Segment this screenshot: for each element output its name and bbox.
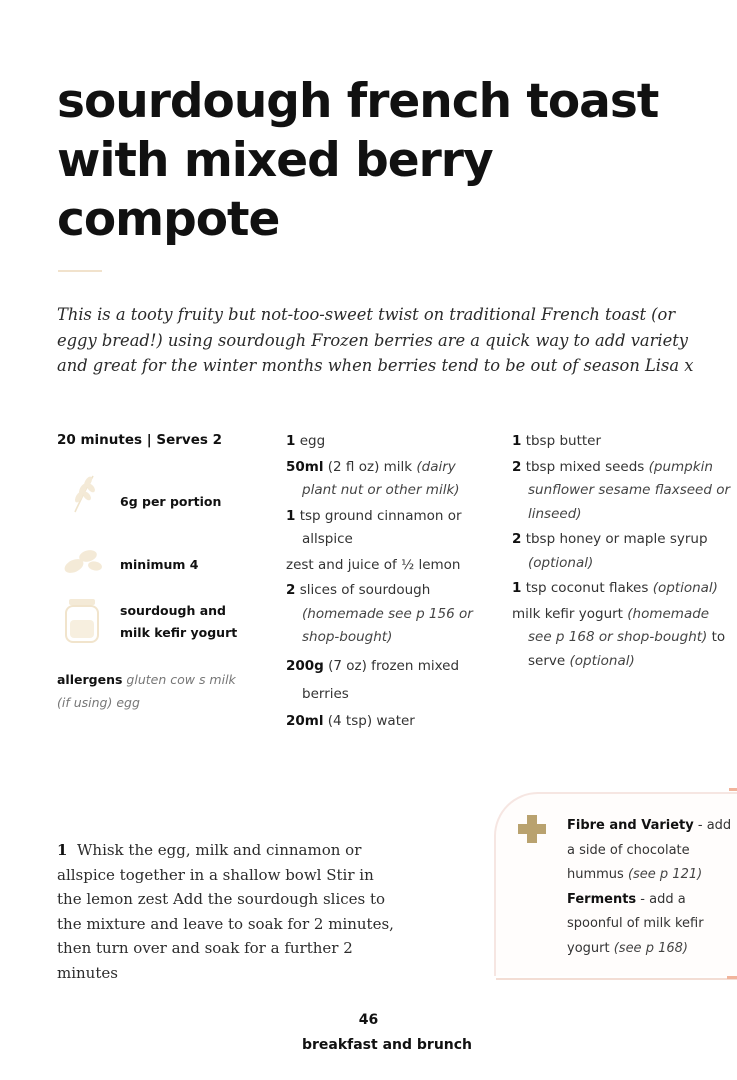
ingredient-item: 2 tbsp honey or maple syrup (optional) — [512, 531, 708, 571]
plants-row — [57, 538, 257, 588]
ingredients-column-2 — [512, 430, 737, 675]
time-and-servings: 20 minutes | Serves 2 — [57, 432, 222, 448]
tip-text: Fibre and Variety - add a side of chocolate hummus (see p 121) Ferments - add a spoonful of milk kefir yogurt (see p 168) — [567, 818, 732, 956]
plant-count: minimum 4 — [120, 557, 199, 572]
tip-fibre-label: Fibre and Variety — [567, 818, 694, 833]
ingredients-column-1 — [286, 430, 486, 735]
recipe-info — [57, 432, 257, 710]
allergens — [57, 668, 247, 714]
fibre-per-portion: 6g per portion — [120, 494, 222, 509]
ingredient-item: 1 tsp ground cinnamon or allspice — [286, 507, 462, 547]
section-title: breakfast and brunch — [301, 1037, 473, 1053]
tip-ferments-label: Ferments — [567, 891, 637, 907]
ingredient-item: milk kefir yogurt (homemade see p 168 or shop-bought) to serve (optional) — [512, 605, 726, 669]
tip-accent — [729, 788, 737, 791]
title-divider — [58, 270, 102, 272]
allergens-list: gluten cow s milk (if using) egg — [57, 672, 236, 710]
ingredient-item: 50ml (2 fl oz) milk (dairy plant nut or other milk) — [286, 458, 460, 498]
ingredient-item: 1 tsp coconut flakes (optional) — [512, 580, 718, 596]
ingredient-item: 20ml (4 tsp) water — [286, 712, 415, 729]
ferments-row — [57, 592, 257, 650]
ingredient-item: 2 tbsp mixed seeds (pumpkin sunflower sesame flaxseed or linseed) — [512, 458, 731, 522]
jar-icon — [61, 596, 103, 644]
wheat-icon — [61, 472, 103, 514]
ferments-line-2: milk kefir yogurt — [120, 625, 238, 640]
allergens-label: allergens — [57, 672, 123, 687]
almonds-icon — [61, 538, 103, 580]
recipe-intro: This is a tooty fruity but not-too-sweet twist on traditional French toast (or eggy bread!) using sourdough Frozen berries are a quick way to add variety and great for the winter months when berries tend to be out of season Lisa x — [57, 305, 694, 375]
recipe-title: sourdough french toast with mixed berry compote — [57, 74, 659, 247]
fibre-row — [57, 472, 257, 522]
step-text: Whisk the egg, milk and cinnamon or allspice together in a shallow bowl Stir in the lemon zest Add the sourdough slices to the mixture and leave to soak for 2 minutes, then turn over and soak for a further 2 minutes — [57, 841, 394, 982]
ingredient-item: 1 tbsp butter — [512, 433, 602, 449]
page-number: 46 — [358, 1012, 379, 1028]
ingredient-item: zest and juice of ½ lemon — [286, 556, 461, 573]
method-step-1 — [57, 838, 397, 986]
ingredient-item: 2 slices of sourdough (homemade see p 156 or shop-bought) — [286, 582, 473, 645]
ingredient-item: 1 egg — [286, 433, 326, 449]
ingredient-item: 200g (7 oz) frozen mixed berries — [286, 657, 460, 702]
tip-accent — [727, 976, 737, 979]
plus-icon — [516, 813, 548, 845]
ferments-line-1: sourdough and — [120, 603, 227, 618]
step-number: 1 — [57, 841, 68, 859]
